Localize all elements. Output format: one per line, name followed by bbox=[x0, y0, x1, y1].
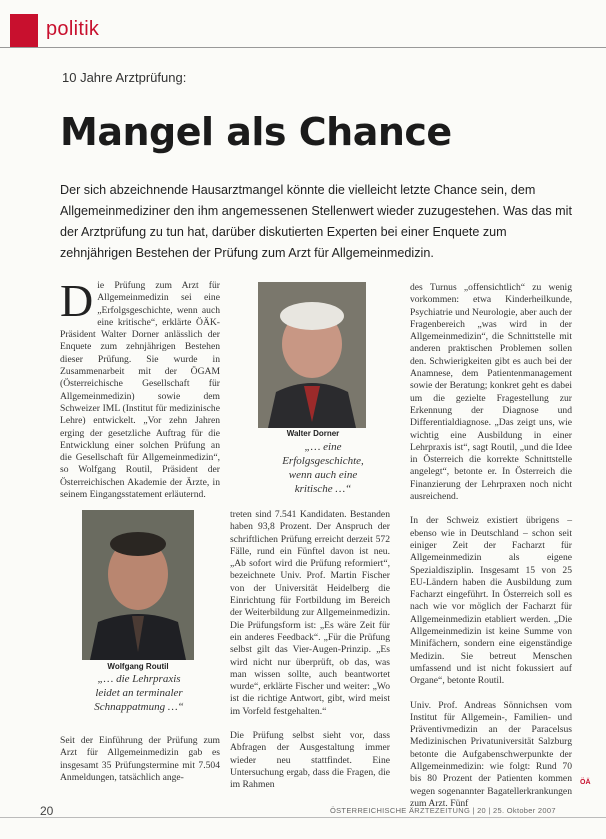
column-3-paragraph: In der Schweiz existiert übrigens – ebenso wie in Deutschland – schon seit einiger Zeit der Facharzt für Allgemeinmedizin als eigene Spezialdisziplin. Insgesamt 15 von 25 EU-Ländern haben die Ausbildung zum Facharzt eingeführt. In Österreich soll es nach wie vor möglich der Facharzt für Allgemeinmedizin etabliert werden. „Die Allgemeinmedizin ist keine Summe von Minifächern, sondern eine eigenständige Medizin. Sie betreut Menschen umfassend und ist nicht fokussiert auf Organe“, betonte Routil. bbox=[410, 515, 572, 687]
kicker: 10 Jahre Arztprüfung: bbox=[62, 70, 187, 85]
column-1-bottom: Seit der Einführung der Prüfung zum Arzt für Allgemeinmedizin gab es insgesamt 35 Prüfungstermine mit 7.504 Anmeldungen, tatsächlich ange- bbox=[60, 735, 220, 783]
column-1-top bbox=[60, 275, 220, 501]
journal-footer: ÖSTERREICHISCHE ÄRZTEZEITUNG | 20 | 25. Oktober 2007 bbox=[330, 806, 556, 815]
caption-routil: Wolfgang Routil bbox=[107, 662, 169, 671]
section-color-block bbox=[10, 14, 38, 48]
portrait-routil-image bbox=[82, 510, 194, 660]
page-number: 20 bbox=[40, 804, 54, 818]
lead-paragraph: Der sich abzeichnende Hausarztmangel könnte die vielleicht letzte Chance sein, dem Allgemeinmediziner den ihm angemessenen Stellenwert wieder zuzugestehen. Was das mit der Arztprüfung zu tun hat, darüber diskutierten Experten bei einer Enquete zum zehnjährigen Bestehen der Prüfung zum Arzt für Allgemeinmedizin. bbox=[60, 183, 572, 260]
column-2-paragraph: treten sind 7.541 Kandidaten. Bestanden haben 93,8 Prozent. Der Anspruch der schriftlichen Prüfung erreicht derzeit 572 Fälle, rund ein Fünftel davon ist neu. „Ab sofort wird die Prüfung reformiert“, bezeichnete Univ. Prof. Martin Fischer von der Universität Heidelberg die Einrichtung für Fortbildung im Bereich der Weiterbildung zur Allgemeinmedizin. Die Prüfungsform ist: „Es wäre Zeit für ein anderes Feedback“. „Für die Prüfung selbst gilt das Vier-Augen-Prinzip. „Es wird nicht nur überprüft, ob das, was man wissen sollte, auch beantwortet wurde“, erklärte Fischer und weiter: „Wo ist die richtige Antwort, gibt, wird meist im Vorfeld festgehalten.“ bbox=[230, 509, 390, 717]
column-1-text: ie Prüfung zum Arzt für Allgemeinmedizin sei eine „Erfolgsgeschichte, wenn auch eine kritische“, erklärte ÖÄK-Präsident Walter Dorner anlässlich der Enquete zum zehnjährigen Bestehen dieser Prüfung. Sie wurde in Zusammenarbeit mit der ÖGAM (Österreichische Gesellschaft für Allgemeinmedizin) sowie dem Schweizer IML (Institut für medizinische Lehre) entwickelt. „Vor zehn Jahren erging der gesetzliche Auftrag für die Entwicklung einer solchen Prüfung an die Gesellschaft für Allgemeinmedizin“, so Wolfgang Routil, Präsident der Österreichischen Akademie der Ärzte, in seinem Eingangsstatement erläuternd. bbox=[60, 280, 220, 501]
footer-rule bbox=[0, 817, 606, 818]
column-2-paragraph: Die Prüfung selbst sieht vor, dass Abfragen der Ausgestaltung immer wieder neu stattfindet. Eine Untersuchung ergab, dass die Fragen, die im Rahmen bbox=[230, 730, 390, 791]
quote-routil: „… die Lehrpraxis leidet an terminaler Schnappatmung …“ bbox=[94, 673, 184, 713]
column-3-paragraph: Univ. Prof. Andreas Sönnichsen vom Institut für Allgemein-, Familien- und Präventivmedizin an der Paracelsus Medizinischen Privatuniversität Salzburg betonte die Aufgabenschwerpunkte der Allgemeinmedizin: wie folgt: Rund 70 bis 80 Prozent der Patienten kommen wegen sogenannter Bagatellerkrankungen zum Arzt. Fünf bbox=[410, 699, 572, 809]
column-3 bbox=[410, 282, 572, 809]
drop-cap: D bbox=[60, 275, 94, 326]
column-3-paragraph: des Turnus „offensichtlich“ zu wenig vorkommen: etwa Kinderheilkunde, Psychiatrie und Neurologie, aber auch der Fragenbereich „was wird in der Allgemeinmedizin“, die Schnittstelle mit anderen praktischen Problemen sollen den. Schwierigkeiten gibt es auch bei der Anamnese, dem Patientenmanagement sowie der Beratung; konkret geht es dabei um die gezielte Fragestellung zur Erkennung der Diagnose und Differentialdiagnose. „Das zeigt uns, wie wichtig eine Ausbildung in einer Lehrpraxis ist“, sagt Routil, „und die Idee in Österreich die korrekte Schnittstelle angelegt“, betonte er. In Österreich die Finanzierung der Lehrpraxen noch nicht ausreichend. bbox=[410, 282, 572, 503]
header-rule bbox=[0, 47, 606, 48]
caption-dorner: Walter Dorner bbox=[286, 429, 340, 438]
headline: Mangel als Chance bbox=[60, 110, 452, 154]
photo-wolfgang-routil bbox=[82, 510, 194, 660]
quote-dorner: „… eine Erfolgsgeschichte, wenn auch eine kritische …“ bbox=[282, 441, 364, 495]
photo-walter-dorner bbox=[258, 282, 366, 428]
end-mark: ÖÄ bbox=[580, 779, 591, 786]
section-label: politik bbox=[46, 18, 100, 40]
column-2 bbox=[230, 509, 390, 793]
portrait-dorner-image bbox=[258, 282, 366, 428]
